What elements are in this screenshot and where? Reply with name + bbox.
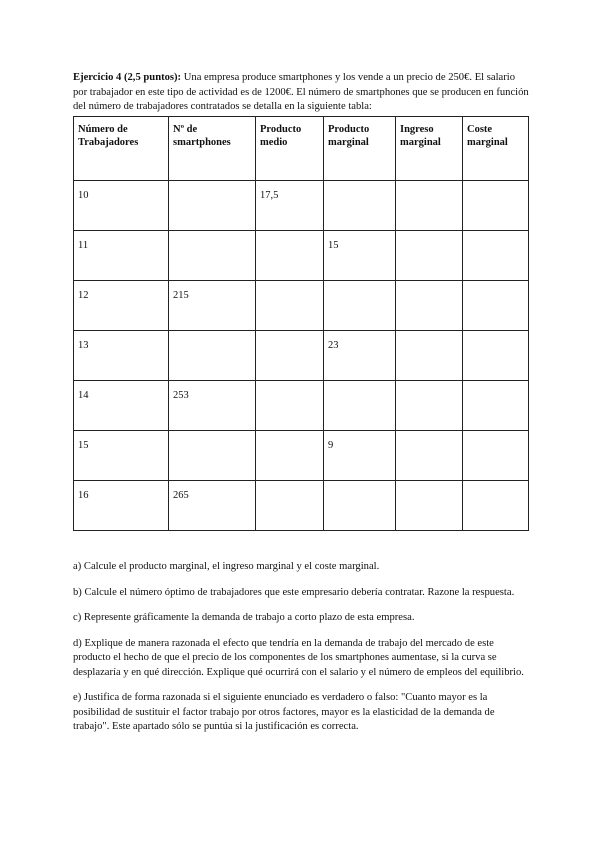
table-cell xyxy=(169,331,256,381)
exercise-title: Ejercicio 4 (2,5 puntos): xyxy=(73,72,182,83)
table-cell xyxy=(396,381,463,431)
table-row xyxy=(74,231,529,281)
table-cell: 16 xyxy=(74,481,169,531)
question-a: a) Calcule el producto marginal, el ingreso marginal y el coste marginal. xyxy=(73,561,380,572)
table-row xyxy=(74,331,529,381)
question-c: c) Represente gráficamente la demanda de trabajo a corto plazo de esta empresa. xyxy=(73,612,415,623)
production-table xyxy=(73,116,529,531)
table-cell: 12 xyxy=(74,281,169,331)
table-cell: 265 xyxy=(169,481,256,531)
table-cell xyxy=(256,381,324,431)
table-header-row xyxy=(74,117,529,181)
table-cell xyxy=(396,231,463,281)
header-smartphones: Nº de smartphones xyxy=(169,117,256,181)
table-cell xyxy=(463,331,529,381)
table-cell xyxy=(256,281,324,331)
table-cell: 15 xyxy=(324,231,396,281)
table-cell xyxy=(324,181,396,231)
header-workers: Número de Trabajadores xyxy=(74,117,169,181)
table-cell xyxy=(324,281,396,331)
table-row xyxy=(74,381,529,431)
table-row xyxy=(74,431,529,481)
table-cell xyxy=(463,281,529,331)
table-cell xyxy=(324,481,396,531)
table-cell xyxy=(396,431,463,481)
table-cell: 23 xyxy=(324,331,396,381)
table-cell xyxy=(396,181,463,231)
header-marginal-revenue: Ingreso marginal xyxy=(396,117,463,181)
question-e: e) Justifica de forma razonada si el siguiente enunciado es verdadero o falso: "Cuanto mayor es la posibilidad de sustituir el factor trabajo por otros factores, mayor es la elasticidad de la demanda de trabajo". Este apartado sólo se puntúa si la justificación es correcta. xyxy=(73,692,495,732)
table-cell: 10 xyxy=(74,181,169,231)
table-cell xyxy=(463,181,529,231)
table-cell xyxy=(256,481,324,531)
table-cell xyxy=(169,231,256,281)
table-cell xyxy=(169,181,256,231)
table-cell: 11 xyxy=(74,231,169,281)
table-cell: 13 xyxy=(74,331,169,381)
table-cell xyxy=(169,431,256,481)
table-cell xyxy=(463,481,529,531)
exercise-statement xyxy=(73,71,529,115)
question-b: b) Calcule el número óptimo de trabajadores que este empresario debería contratar. Razone la respuesta. xyxy=(73,586,515,598)
question-list xyxy=(73,560,529,746)
table-cell: 9 xyxy=(324,431,396,481)
exercise-text: Una empresa produce smartphones y los vende a un precio de 250€. El salario por trabajador en este tipo de actividad es de 1200€. El número de smartphones que se producen en función del número de trabajadores contratados se detalla en la siguiente tabla: xyxy=(73,72,529,112)
table-cell: 253 xyxy=(169,381,256,431)
table-cell xyxy=(396,331,463,381)
table-row xyxy=(74,481,529,531)
table-cell: 215 xyxy=(169,281,256,331)
table-row xyxy=(74,181,529,231)
header-marginal-cost: Coste marginal xyxy=(463,117,529,181)
table-cell xyxy=(396,481,463,531)
table-cell xyxy=(396,281,463,331)
table-row xyxy=(74,281,529,331)
header-marginal-product: Producto marginal xyxy=(324,117,396,181)
table-cell: 17,5 xyxy=(256,181,324,231)
table-cell xyxy=(256,331,324,381)
table-cell xyxy=(463,231,529,281)
question-d: d) Explique de manera razonada el efecto que tendría en la demanda de trabajo del mercado de este producto el hecho de que el precio de los componentes de los smartphones aumentase, si la curva se desplazaría y en qué dirección. Explique qué ocurrirá con el salario y el número de empleos del equilibrio. xyxy=(73,637,524,678)
table-cell xyxy=(324,381,396,431)
header-average-product: Producto medio xyxy=(256,117,324,181)
table-cell xyxy=(256,231,324,281)
table-cell xyxy=(256,431,324,481)
table-cell xyxy=(463,431,529,481)
table-cell: 15 xyxy=(74,431,169,481)
table-cell: 14 xyxy=(74,381,169,431)
table-cell xyxy=(463,381,529,431)
